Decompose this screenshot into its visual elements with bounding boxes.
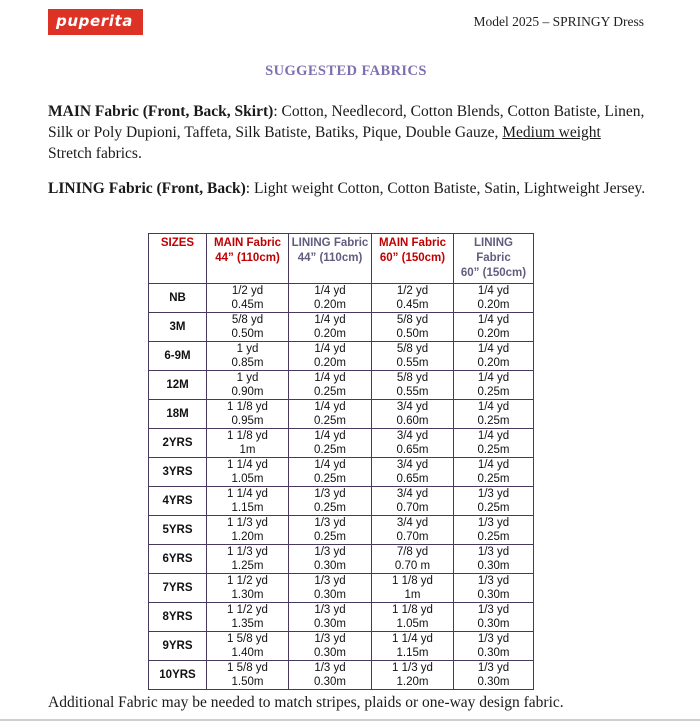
- table-header-row: [149, 234, 534, 284]
- yardage-cell: 1/3 yd 0.30m: [454, 603, 534, 632]
- yardage-cell: 1/3 yd 0.30m: [454, 661, 534, 690]
- yardage-cell: 3/4 yd 0.65m: [372, 429, 454, 458]
- table-row-3m: [149, 313, 534, 342]
- yardage-cell: 1/3 yd 0.30m: [454, 545, 534, 574]
- yardage-cell: 1 1/4 yd 1.15m: [372, 632, 454, 661]
- table-row-nb: [149, 284, 534, 313]
- yardage-cell: 1/4 yd 0.25m: [454, 429, 534, 458]
- model-title: Model 2025 – SPRINGY Dress: [473, 14, 644, 29]
- yardage-cell: 1/4 yd 0.25m: [289, 429, 372, 458]
- yardage-cell: 1 5/8 yd 1.40m: [207, 632, 289, 661]
- main-fabric-underlined-text: Medium weight: [502, 124, 601, 141]
- lining-fabric-paragraph: [48, 178, 647, 199]
- yardage-cell: 1/2 yd 0.45m: [372, 284, 454, 313]
- column-header-sizes: SIZES: [149, 234, 207, 284]
- yardage-cell: 3/4 yd 0.70m: [372, 487, 454, 516]
- lining-fabric-text: : Light weight Cotton, Cotton Batiste, Satin, Lightweight Jersey.: [245, 180, 646, 197]
- yardage-cell: 1/3 yd 0.30m: [289, 574, 372, 603]
- yardage-cell: 1 yd 0.85m: [207, 342, 289, 371]
- table-row-7yrs: [149, 574, 534, 603]
- additional-fabric-note: Additional Fabric may be needed to match stripes, plaids or one-way design fabric.: [48, 694, 564, 711]
- yardage-cell: 1/4 yd 0.20m: [454, 313, 534, 342]
- main-fabric-text: : Cotton, Needlecord, Cotton Blends, Cotton Batiste, Linen, Silk or Poly Dupioni, Taffeta, Silk Batiste, Batiks, Pique, Double Gauze,: [48, 103, 645, 141]
- size-cell: 7YRS: [149, 574, 207, 603]
- yardage-cell: 1/4 yd 0.20m: [289, 313, 372, 342]
- yardage-cell: 5/8 yd 0.50m: [207, 313, 289, 342]
- size-cell: NB: [149, 284, 207, 313]
- size-cell: 8YRS: [149, 603, 207, 632]
- yardage-cell: 1 1/4 yd 1.15m: [207, 487, 289, 516]
- size-cell: 6YRS: [149, 545, 207, 574]
- size-cell: 4YRS: [149, 487, 207, 516]
- main-fabric-label: MAIN Fabric (Front, Back, Skirt): [48, 103, 274, 120]
- table-row-12m: [149, 371, 534, 400]
- table-row-4yrs: [149, 487, 534, 516]
- size-cell: 9YRS: [149, 632, 207, 661]
- yardage-cell: 1/4 yd 0.25m: [289, 371, 372, 400]
- yardage-cell: 1/4 yd 0.25m: [454, 458, 534, 487]
- puperita-logo: puperita: [48, 9, 143, 35]
- yardage-cell: 1/3 yd 0.30m: [454, 632, 534, 661]
- table-row-6yrs: [149, 545, 534, 574]
- yardage-cell: 1/4 yd 0.20m: [289, 284, 372, 313]
- yardage-cell: 1/3 yd 0.30m: [454, 574, 534, 603]
- yardage-cell: 1/3 yd 0.25m: [289, 516, 372, 545]
- yardage-cell: 1/3 yd 0.30m: [289, 603, 372, 632]
- yardage-cell: 1 1/8 yd 1.05m: [372, 603, 454, 632]
- yardage-cell: 1/4 yd 0.25m: [454, 371, 534, 400]
- yardage-cell: 1/3 yd 0.25m: [289, 487, 372, 516]
- yardage-cell: 5/8 yd 0.50m: [372, 313, 454, 342]
- yardage-cell: 1/4 yd 0.25m: [454, 400, 534, 429]
- size-cell: 2YRS: [149, 429, 207, 458]
- yardage-cell: 1 5/8 yd 1.50m: [207, 661, 289, 690]
- yardage-cell: 3/4 yd 0.70m: [372, 516, 454, 545]
- column-header-main-fabric: MAIN Fabric 44” (110cm): [207, 234, 289, 284]
- size-cell: 6-9M: [149, 342, 207, 371]
- yardage-cell: 1/3 yd 0.25m: [454, 487, 534, 516]
- yardage-cell: 1/4 yd 0.20m: [289, 342, 372, 371]
- page-bottom-divider: [0, 719, 700, 721]
- table-row-5yrs: [149, 516, 534, 545]
- table-row-18m: [149, 400, 534, 429]
- page-title: SUGGESTED FABRICS: [265, 63, 427, 79]
- yardage-cell: 1/3 yd 0.30m: [289, 661, 372, 690]
- yardage-cell: 3/4 yd 0.60m: [372, 400, 454, 429]
- yardage-cell: 7/8 yd 0.70 m: [372, 545, 454, 574]
- table-row-8yrs: [149, 603, 534, 632]
- size-cell: 18M: [149, 400, 207, 429]
- yardage-cell: 3/4 yd 0.65m: [372, 458, 454, 487]
- column-header-lining-fabric: LINING Fabric 44” (110cm): [289, 234, 372, 284]
- size-cell: 5YRS: [149, 516, 207, 545]
- table-row-10yrs: [149, 661, 534, 690]
- yardage-cell: 1 1/8 yd 1m: [207, 429, 289, 458]
- main-fabric-text-end: Stretch fabrics.: [48, 145, 142, 162]
- yardage-cell: 1 1/4 yd 1.05m: [207, 458, 289, 487]
- yardage-cell: 1/3 yd 0.30m: [289, 545, 372, 574]
- yardage-cell: 1/2 yd 0.45m: [207, 284, 289, 313]
- yardage-cell: 1/3 yd 0.30m: [289, 632, 372, 661]
- size-cell: 10YRS: [149, 661, 207, 690]
- column-header-main-fabric: MAIN Fabric 60” (150cm): [372, 234, 454, 284]
- yardage-cell: 1 yd 0.90m: [207, 371, 289, 400]
- yardage-cell: 5/8 yd 0.55m: [372, 342, 454, 371]
- yardage-cell: 1/4 yd 0.20m: [454, 284, 534, 313]
- main-fabric-paragraph: [48, 101, 647, 164]
- yardage-cell: 1 1/2 yd 1.35m: [207, 603, 289, 632]
- yardage-cell: 1 1/8 yd 0.95m: [207, 400, 289, 429]
- yardage-cell: 1/4 yd 0.20m: [454, 342, 534, 371]
- column-header-lining-fabric: LINING Fabric 60” (150cm): [454, 234, 534, 284]
- table-row-6-9m: [149, 342, 534, 371]
- yardage-cell: 1 1/3 yd 1.25m: [207, 545, 289, 574]
- yardage-cell: 1/4 yd 0.25m: [289, 400, 372, 429]
- yardage-cell: 1/4 yd 0.25m: [289, 458, 372, 487]
- yardage-cell: 1 1/3 yd 1.20m: [372, 661, 454, 690]
- size-cell: 3YRS: [149, 458, 207, 487]
- table-row-9yrs: [149, 632, 534, 661]
- yardage-cell: 1 1/8 yd 1m: [372, 574, 454, 603]
- yardage-cell: 5/8 yd 0.55m: [372, 371, 454, 400]
- lining-fabric-label: LINING Fabric (Front, Back): [48, 180, 246, 197]
- size-cell: 3M: [149, 313, 207, 342]
- yardage-cell: 1 1/2 yd 1.30m: [207, 574, 289, 603]
- size-cell: 12M: [149, 371, 207, 400]
- fabric-yardage-table: [148, 233, 534, 690]
- yardage-cell: 1 1/3 yd 1.20m: [207, 516, 289, 545]
- table-row-3yrs: [149, 458, 534, 487]
- table-row-2yrs: [149, 429, 534, 458]
- yardage-cell: 1/3 yd 0.25m: [454, 516, 534, 545]
